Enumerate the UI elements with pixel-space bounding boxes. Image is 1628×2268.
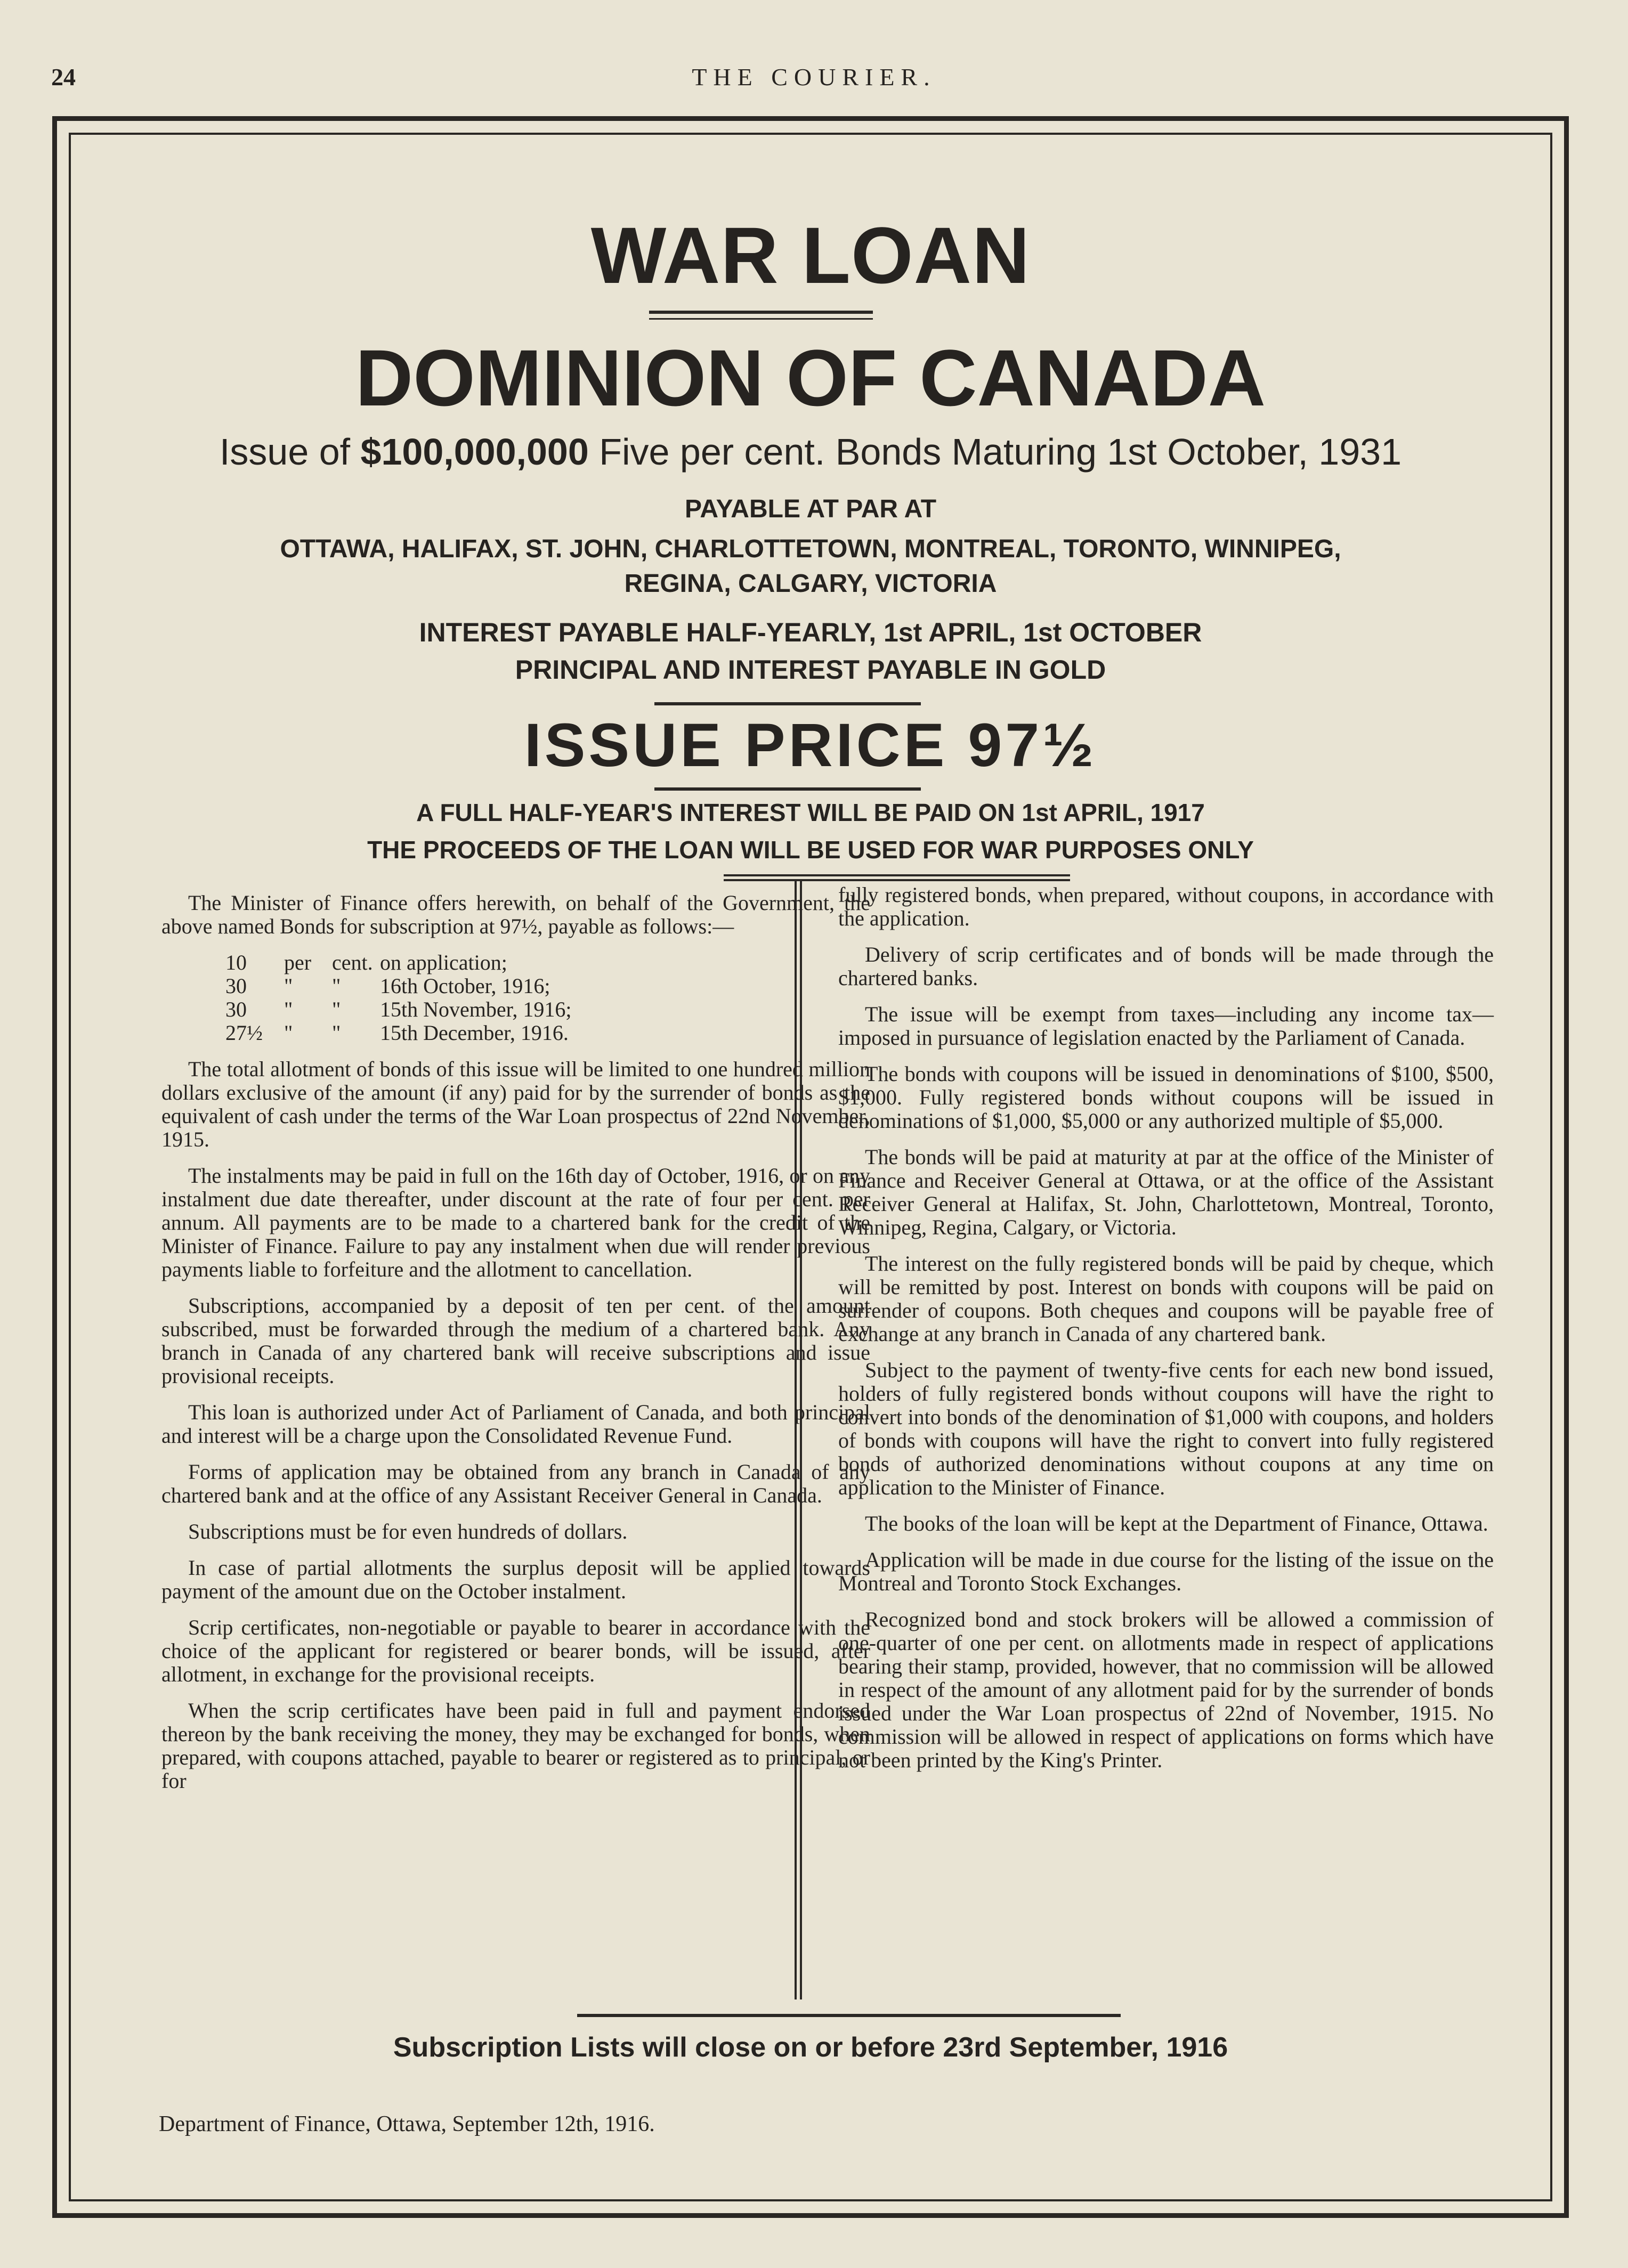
schedule-row [225, 1021, 870, 1045]
issue-amount: $100,000,000 [360, 431, 589, 473]
closing-rule [577, 2014, 1121, 2017]
cities-line-2: REGINA, CALGARY, VICTORIA [624, 570, 997, 598]
schedule-due: on application; [380, 950, 507, 974]
advertisement-border [52, 116, 1569, 2218]
issue-line [71, 430, 1550, 473]
body-paragraph: Application will be made in due course for the listing of the issue on the Montreal and Toronto Stock Exchanges. [838, 1548, 1494, 1595]
interest-line: INTEREST PAYABLE HALF-YEARLY, 1st APRIL, 1st OCTOBER [419, 617, 1202, 647]
schedule-row [225, 998, 870, 1021]
journal-title: THE COURIER. [692, 63, 936, 91]
schedule-due: 15th November, 1916; [380, 997, 572, 1021]
schedule-row [225, 974, 870, 998]
body-paragraph: The instalments may be paid in full on the 16th day of October, 1916, or on any instalment due date thereafter, under discount at the rate of four per cent. per annum. All payments are to be made to a chartered bank for the credit of the Minister of Finance. Failure to pay any instalment when due will render previous payments liable to forfeiture and the allotment to cancellation. [161, 1164, 870, 1281]
body-paragraph: When the scrip certificates have been paid in full and payment endorsed thereon by the bank receiving the money, they may be exchanged for bonds, when prepared, with coupons attached, payable to bearer or registered as to principal, or for [161, 1698, 870, 1793]
left-column [161, 891, 870, 1806]
schedule-amount: 27½ [225, 1021, 263, 1045]
headline-subtitle: DOMINION OF CANADA [355, 333, 1266, 422]
body-paragraph: The bonds will be paid at maturity at par at the office of the Minister of Finance and Receiver General at Ottawa, or at the office of the Assistant Receiver General at Halifax, St. John, Charlottetown, Montreal, Toronto, Winnipeg, Regina, Calgary, or Victoria. [838, 1145, 1494, 1239]
body-paragraph: The interest on the fully registered bonds will be paid by cheque, which will be remitted by post. Interest on bonds with coupons will be paid on surrender of coupons. Both cheques and coupons will be payable free of exchange at any branch in Canada of any chartered bank. [838, 1251, 1494, 1346]
schedule-unit: " [284, 974, 293, 998]
issue-price-rule-lower [654, 787, 921, 791]
page-number: 24 [51, 63, 76, 91]
headline-title: WAR LOAN [590, 210, 1031, 300]
body-paragraph: The books of the loan will be kept at the Department of Finance, Ottawa. [865, 1511, 1488, 1535]
page-header [0, 63, 1628, 95]
body-paragraph: This loan is authorized under Act of Parliament of Canada, and both principal and interest will be a charge upon the Consolidated Revenue Fund. [161, 1400, 870, 1448]
schedule-unit: cent. [332, 950, 373, 974]
title-rule [649, 311, 873, 314]
half-year-interest-line: A FULL HALF-YEAR'S INTEREST WILL BE PAID ON 1st APRIL, 1917 [416, 799, 1205, 826]
schedule-due: 15th December, 1916. [380, 1021, 569, 1045]
schedule-unit: " [332, 997, 341, 1021]
issue-price: ISSUE PRICE 97½ [524, 711, 1097, 779]
payable-heading: PAYABLE AT PAR AT [684, 495, 937, 523]
issue-line-post: Five per cent. Bonds Maturing 1st October, 1931 [588, 431, 1402, 473]
schedule-unit: " [332, 1021, 341, 1045]
schedule-unit: " [332, 974, 341, 998]
schedule-unit: " [284, 1021, 293, 1045]
closing-line: Subscription Lists will close on or before 23rd September, 1916 [393, 2032, 1228, 2063]
body-paragraph: The total allotment of bonds of this issue will be limited to one hundred million dollars exclusive of the amount (if any) paid for by the surrender of bonds as the equivalent of cash under the terms of the War Loan prospectus of 22nd November, 1915. [161, 1057, 870, 1151]
body-paragraph: The bonds with coupons will be issued in denominations of $100, $500, $1,000. Fully registered bonds without coupons will be issued in denominations of $1,000, $5,000 or any authorized multiple of $5,000. [838, 1062, 1494, 1133]
footer-note: Department of Finance, Ottawa, September 12th, 1916. [159, 2112, 655, 2136]
schedule-row [225, 951, 870, 974]
body-paragraph: The issue will be exempt from taxes—including any income tax—imposed in pursuance of legislation enacted by the Parliament of Canada. [838, 1002, 1494, 1050]
columns-rule [724, 874, 1070, 876]
issue-line-pre: Issue of [219, 431, 361, 473]
schedule-amount: 10 [225, 950, 247, 974]
payment-schedule [225, 951, 870, 1045]
schedule-unit: " [284, 997, 293, 1021]
intro-paragraph: The Minister of Finance offers herewith, on behalf of the Government, the above named Bonds for subscription at 97½, payable as follows:— [161, 891, 870, 938]
right-column [838, 883, 1494, 1785]
schedule-unit: per [284, 950, 312, 974]
body-paragraph: Scrip certificates, non-negotiable or payable to bearer in accordance with the choice of the applicant for registered or bearer bonds, will be issued, after allotment, in exchange for the provisional receipts. [161, 1615, 870, 1686]
schedule-amount: 30 [225, 997, 247, 1021]
schedule-due: 16th October, 1916; [380, 974, 550, 998]
body-paragraph: In case of partial allotments the surplus deposit will be applied towards payment of the amount due on the October instalment. [161, 1556, 870, 1603]
body-paragraph: Recognized bond and stock brokers will be allowed a commission of one-quarter of one per cent. on allotments made in respect of applications bearing their stamp, provided, however, that no commission will be allowed in respect of the amount of any allotment paid for by the surrender of bonds issued under the War Loan prospectus of 22nd of November, 1915. No commission will be allowed in respect of applications on forms which have not been printed by the King's Printer. [838, 1607, 1494, 1772]
body-paragraph: Delivery of scrip certificates and of bonds will be made through the chartered banks. [838, 942, 1494, 990]
body-paragraph: Subject to the payment of twenty-five cents for each new bond issued, holders of fully registered bonds without coupons will have the right to convert into bonds of the denomination of $1,000 with coupons, and holders of bonds with coupons will have the right to convert into fully registered bonds of authorized denominations without coupons at any time on application to the Minister of Finance. [838, 1358, 1494, 1499]
columns-rule-lower [724, 879, 1070, 881]
body-paragraph: Forms of application may be obtained from any branch in Canada of any chartered bank and at the office of any Assistant Receiver General in Canada. [161, 1460, 870, 1507]
body-paragraph: Subscriptions, accompanied by a deposit of ten per cent. of the amount subscribed, must be forwarded through the medium of a chartered bank. Any branch in Canada of any chartered bank will receive subscriptions and issue provisional receipts. [161, 1294, 870, 1388]
continuation-paragraph: fully registered bonds, when prepared, without coupons, in accordance with the application. [838, 883, 1494, 930]
cities-line-1: OTTAWA, HALIFAX, ST. JOHN, CHARLOTTETOWN, MONTREAL, TORONTO, WINNIPEG, [280, 535, 1341, 563]
advertisement-inner-border [69, 133, 1552, 2201]
schedule-amount: 30 [225, 974, 247, 998]
body-paragraph: Subscriptions must be for even hundreds of dollars. [188, 1519, 628, 1543]
principal-line: PRINCIPAL AND INTEREST PAYABLE IN GOLD [515, 655, 1106, 685]
proceeds-line: THE PROCEEDS OF THE LOAN WILL BE USED FOR WAR PURPOSES ONLY [367, 836, 1254, 864]
issue-price-rule [654, 702, 921, 705]
title-rule-lower [649, 318, 873, 320]
